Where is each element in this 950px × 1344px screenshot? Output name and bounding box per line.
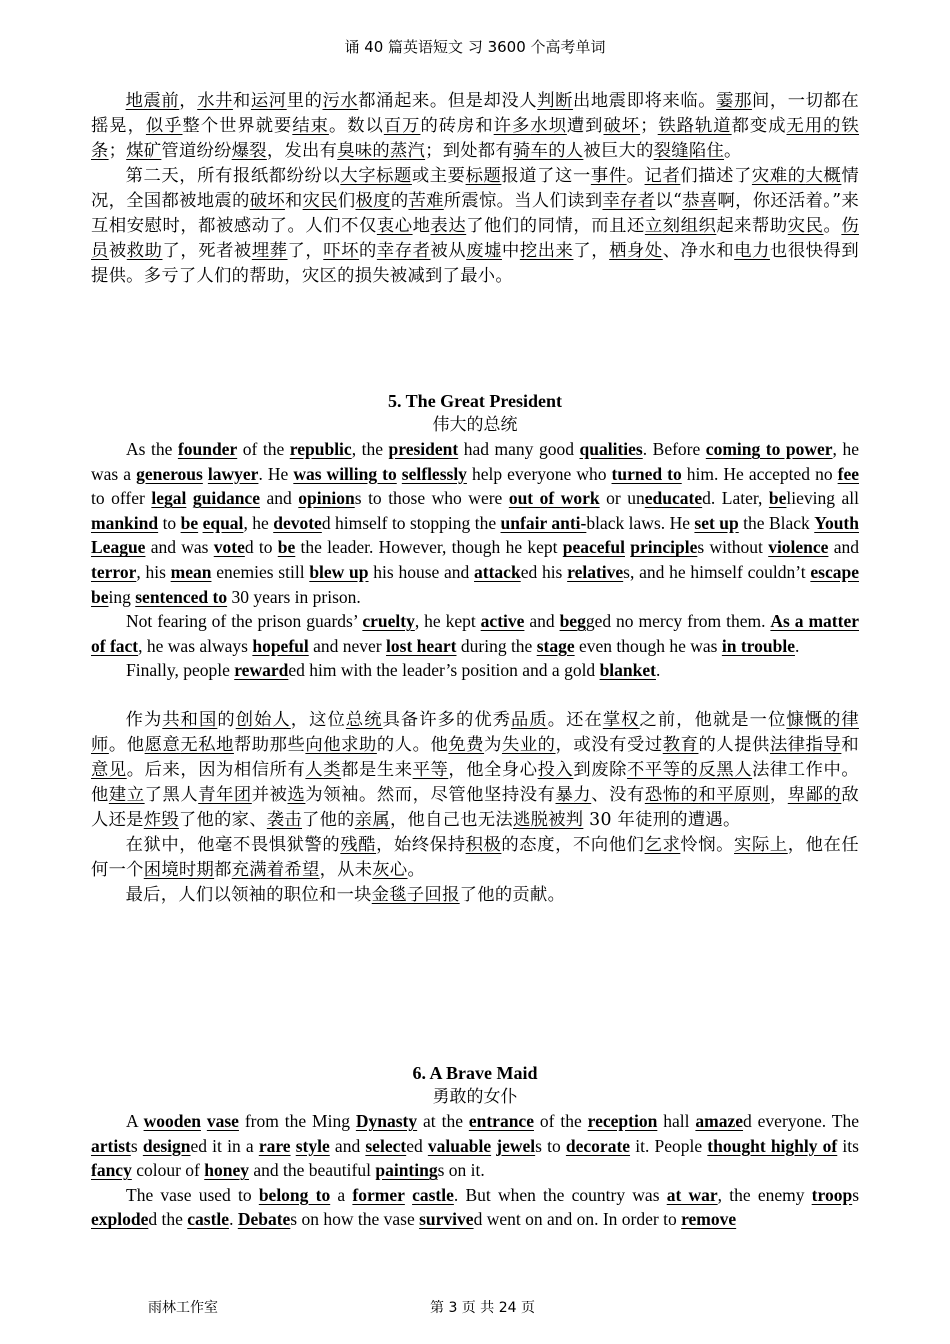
vocab-word: 平等 — [412, 759, 449, 780]
vocab-word: 金毯子 — [371, 884, 425, 905]
vocab-word: 逃脱 — [513, 809, 549, 830]
vocab-word: 立刻 — [644, 216, 681, 236]
vocab-word: 向他求助 — [305, 734, 377, 755]
vocab-word: 极度 — [355, 191, 391, 211]
vocab-word: 救助 — [126, 241, 163, 261]
vocab-word: style — [295, 1135, 330, 1156]
vocab-word: vase — [206, 1111, 239, 1131]
vocab-word: 衷心 — [376, 216, 413, 236]
vocab-word: 灾民 — [787, 216, 824, 236]
section6-english — [91, 1109, 859, 1232]
vocab-word: republic — [289, 439, 352, 459]
vocab-word: 栖身 — [609, 241, 645, 261]
vocab-word: 埋葬 — [251, 241, 288, 261]
vocab-word: 回报 — [424, 884, 460, 905]
vocab-word: 无用的 — [786, 116, 842, 136]
vocab-word: 伤员 — [91, 216, 859, 261]
vocab-word: be — [180, 512, 199, 533]
vocab-word: castle — [412, 1184, 454, 1205]
vocab-word: rare — [258, 1135, 291, 1156]
vocab-word: 表达 — [430, 216, 467, 236]
paragraph: Finally, people rewarded him with the leader’s position and a gold blanket. — [126, 660, 661, 681]
vocab-word: fee — [837, 463, 860, 484]
vocab-word: 裂缝 — [653, 141, 689, 161]
vocab-word: 法律指导 — [769, 734, 842, 755]
vocab-word: blanket — [599, 660, 656, 681]
vocab-word: jewel — [496, 1135, 536, 1156]
vocab-word: 判断 — [537, 91, 574, 111]
vocab-word: selflessly — [401, 463, 467, 484]
vocab-word: founder — [177, 439, 238, 459]
vocab-word: 结束 — [292, 116, 329, 136]
vocab-word: 免费 — [448, 734, 485, 755]
vocab-word: 水坝 — [530, 116, 567, 136]
vocab-word: 地震前 — [125, 91, 180, 111]
vocab-word: at war — [666, 1184, 718, 1205]
section5-translation — [91, 708, 859, 908]
vocab-word: qualities — [579, 439, 643, 459]
vocab-word: 炸毁 — [143, 809, 179, 830]
vocab-word: 袭击 — [266, 809, 303, 830]
vocab-word: 幸存者 — [602, 191, 656, 211]
vocab-word: 爆裂 — [231, 141, 267, 161]
vocab-word: out of work — [508, 488, 600, 509]
vocab-word: 教育 — [662, 734, 699, 755]
vocab-word: 困境时期 — [143, 859, 215, 880]
vocab-word: be — [91, 586, 109, 607]
section-title: 5. The Great President — [388, 391, 562, 411]
vocab-word: 慷慨的律师 — [91, 709, 860, 755]
vocab-word: 铁路轨道 — [657, 116, 732, 136]
vocab-word: unfair anti- — [500, 512, 587, 533]
vocab-word: 愿意 — [144, 734, 181, 755]
section-title: 6. A Brave Maid — [412, 1063, 538, 1083]
vocab-word: 大字标题 — [340, 166, 412, 186]
vocab-word: be — [768, 488, 787, 509]
vocab-word: hopeful — [252, 635, 309, 656]
vocab-word: lawyer — [207, 463, 259, 484]
vocab-word: 破坏 — [603, 116, 641, 136]
paragraph: Not fearing of the prison guards’ cruelty, he kept active and begged no mercy from them. As a matter of fact, he was always hopeful and never lost heart during the stage even though he was in trouble. — [91, 611, 859, 656]
vocab-word: 建立 — [108, 784, 145, 805]
vocab-word: 青年团 — [198, 784, 252, 805]
vocab-word: As a matter of fact — [91, 611, 859, 656]
footer-page-number: 第 3 页 共 24 页 — [430, 1300, 535, 1316]
vocab-word: 充满着希望 — [231, 859, 320, 880]
vocab-word: attack — [474, 561, 521, 582]
vocab-word: 积极 — [465, 834, 502, 855]
section5 — [91, 389, 859, 908]
vocab-word: 意见 — [91, 759, 127, 780]
vocab-word: turned to — [611, 463, 682, 484]
page-header: 诵 40 篇英语短文 习 3600 个高考单词 — [344, 38, 606, 56]
vocab-word: Youth League — [91, 512, 859, 558]
vocab-word: in trouble — [721, 635, 795, 656]
vocab-word: 污水 — [322, 91, 359, 111]
vocab-word: cruelty — [362, 611, 415, 632]
vocab-word: active — [480, 611, 525, 632]
paragraph: The vase used to belong to a former castle. But when the country was at war, the enemy troops exploded the castle. Debates on how the vase survived went on and on. In order to remove — [91, 1184, 859, 1230]
section4-translation — [91, 89, 859, 289]
vocab-word: 记者 — [644, 166, 681, 186]
section-title-zh: 勇敢的女仆 — [432, 1087, 518, 1107]
section-title-zh: 伟大的总统 — [432, 415, 518, 435]
paragraph: As the founder of the republic, the president had many good qualities. Before coming to power, he was a generous lawyer. He was willing to selflessly help everyone who turned to him. He accepted no fee to offer legal guidance and opinions to those who were out of work or uneducated. Later, believing all mankind to be equal, he devoted himself to stopping the unfair anti-black laws. He set up the Black Youth League and was voted to be the leader. However, though he kept peaceful principles without violence and terror, his mean enemies still blew up his house and attacked his relatives, and he himself couldn’t escape being sentenced to 30 years in prison. — [91, 439, 860, 607]
vocab-word: 不平等的 — [627, 759, 699, 780]
vocab-word: 大概 — [805, 166, 842, 186]
vocab-word: 总统 — [345, 709, 383, 730]
vocab-word: 吓坏 — [323, 241, 360, 261]
vocab-word: stage — [536, 635, 575, 656]
vocab-word: survive — [419, 1209, 474, 1230]
vocab-word: 品质 — [511, 709, 548, 730]
vocab-word: beg — [559, 611, 586, 632]
vocab-word: 似乎 — [145, 116, 183, 136]
paragraph: 地震前，水井和运河里的污水都涌起来。但是却没人判断出地震即将来临。霎那间，一切都在摇晃，似乎整个世界就要结束。数以百万的砖房和许多水坝遭到破坏；铁路轨道都变成无用的铁条；煤矿管道纷纷爆裂，发出有臭味的蒸汽；到处都有骑车的人被巨大的裂缝陷住。 — [91, 91, 860, 161]
vocab-word: 水井 — [197, 91, 233, 111]
vocab-word: peaceful — [562, 537, 625, 558]
vocab-word: 恭喜 — [682, 191, 718, 211]
vocab-word: design — [142, 1135, 191, 1156]
vocab-word: 处 — [644, 241, 663, 261]
vocab-word: remove — [681, 1209, 737, 1230]
vocab-word: 创始人 — [235, 709, 291, 730]
vocab-word: valuable — [427, 1135, 492, 1156]
vocab-word: 失业的 — [501, 734, 556, 755]
vocab-word: educate — [644, 488, 703, 509]
vocab-word: 实际上 — [734, 834, 788, 855]
paragraph: A wooden vase from the Ming Dynasty at the entrance of the reception hall amazed everyone. The artists designed it in a rare style and selected valuable jewels to decorate it. People thought highly of its fancy colour of honey and the beautiful paintings on it. — [91, 1111, 859, 1181]
vocab-word: 灾民 — [302, 191, 338, 211]
vocab-word: 百万 — [383, 116, 421, 136]
vocab-word: artist — [91, 1135, 131, 1156]
vocab-word: lost heart — [386, 635, 457, 656]
section6 — [91, 1061, 859, 1232]
vocab-word: president — [388, 439, 459, 459]
vocab-word: 被判 — [548, 809, 584, 830]
vocab-word: 组织 — [680, 216, 717, 236]
paragraph: 最后，人们以领袖的职位和一块金毯子回报了他的贡献。 — [125, 884, 566, 905]
vocab-word: principle — [630, 537, 698, 558]
vocab-word: amaze — [695, 1111, 744, 1131]
vocab-word: reward — [234, 660, 289, 681]
vocab-word: wooden — [143, 1111, 201, 1131]
vocab-word: 幸存者 — [376, 241, 431, 261]
footer-studio: 雨林工作室 — [148, 1300, 218, 1316]
vocab-word: 暴力 — [555, 784, 592, 805]
vocab-word: 人类 — [305, 759, 342, 780]
vocab-word: 投入 — [537, 759, 574, 780]
vocab-word: generous — [136, 463, 203, 484]
vocab-word: 苦难 — [408, 191, 444, 211]
vocab-word: 蒸汽 — [389, 141, 426, 161]
vocab-word: explode — [91, 1209, 149, 1230]
vocab-word: coming to power — [705, 439, 833, 459]
paragraph: 在狱中，他毫不畏惧狱警的残酷，始终保持积极的态度，不向他们乞求怜悯。实际上，他在任何一个困境时期都充满着希望，从未灰心。 — [91, 834, 859, 880]
vocab-word: thought highly of — [707, 1135, 838, 1156]
vocab-word: opinion — [298, 488, 355, 509]
vocab-word: Dynasty — [355, 1111, 418, 1131]
vocab-word: castle — [187, 1209, 230, 1230]
section5-english — [91, 437, 859, 683]
vocab-word: 残酷 — [340, 834, 377, 855]
vocab-word: troop — [811, 1184, 853, 1205]
vocab-word: 掌权 — [602, 709, 640, 730]
vocab-word: 卑鄙的 — [787, 784, 842, 805]
vocab-word: 许多 — [493, 116, 531, 136]
vocab-word: terror — [91, 561, 137, 582]
vocab-word: sentenced to — [135, 586, 228, 607]
vocab-word: be — [277, 537, 296, 558]
vocab-word: 选 — [287, 784, 306, 805]
vocab-word: was willing to — [293, 463, 397, 484]
vocab-word: decorate — [565, 1135, 631, 1156]
vocab-word: 运河 — [250, 91, 287, 111]
vocab-word: 乞求 — [644, 834, 681, 855]
vocab-word: select — [365, 1135, 407, 1156]
vocab-word: equal — [202, 512, 244, 533]
vocab-word: former — [352, 1184, 405, 1205]
vocab-word: 反黑人 — [698, 759, 753, 780]
vocab-word: 臭味的 — [337, 141, 390, 161]
vocab-word: 共和国 — [162, 709, 218, 730]
vocab-word: vote — [213, 537, 245, 558]
vocab-word: belong to — [258, 1184, 331, 1205]
vocab-word: 灾难的 — [751, 166, 806, 186]
vocab-word: 电力 — [734, 241, 770, 261]
vocab-word: 骑车的人 — [513, 141, 584, 161]
vocab-word: 事件 — [590, 166, 627, 186]
vocab-word: entrance — [468, 1111, 534, 1131]
paragraph: 第二天，所有报纸都纷纷以大字标题或主要标题报道了这一事件。记者们描述了灾难的大概情况，全国都被地震的破坏和灾民们极度的苦难所震惊。当人们读到幸存者以“恭喜啊，你还活着。”来互相安慰时，都被感动了。人们不仅衷心地表达了他们的同情，而且还立刻组织起来帮助灾民。伤员被救助了，死者被埋葬了，吓坏的幸存者被从废墟中挖出来了，栖身处、净水和电力也很快得到提供。多亏了人们的帮助，灾区的损失被减到了最小。 — [91, 166, 860, 286]
vocab-word: 陷住 — [688, 141, 725, 161]
vocab-word: mankind — [91, 512, 159, 533]
vocab-word: reception — [587, 1111, 658, 1131]
vocab-word: legal — [151, 488, 187, 509]
vocab-word: 挖出来 — [519, 241, 574, 261]
vocab-word: 标题 — [465, 166, 502, 186]
vocab-word: devote — [273, 512, 322, 533]
vocab-word: 铁条 — [91, 116, 860, 161]
vocab-word: relative — [567, 561, 624, 582]
vocab-word: blew up — [309, 561, 369, 582]
vocab-word: 破坏 — [249, 191, 285, 211]
vocab-word: 恐怖的 — [644, 784, 699, 805]
paragraph: 作为共和国的创始人，这位总统具备许多的优秀品质。还在掌权之前，他就是一位慷慨的律师。他愿意无私地帮助那些向他求助的人。他免费为失业的，或没有受过教育的人提供法律指导和意见。后来，因为相信所有人类都是生来平等，他全身心投入到废除不平等的反黑人法律工作中。他建立了黑人青年团并被选为领袖。然而，尽管他坚持没有暴力、没有恐怖的和平原则，卑鄙的敌人还是炸毁了他的家、袭击了他的亲属，他自己也无法逃脱被判 30 年徒刑的遭遇。 — [91, 709, 860, 830]
vocab-word: Debate — [237, 1209, 291, 1230]
vocab-word: 煤矿 — [126, 141, 162, 161]
vocab-word: violence — [768, 537, 829, 558]
vocab-word: 无私地 — [180, 734, 234, 755]
vocab-word: guidance — [192, 488, 260, 509]
vocab-word: 霎那 — [716, 91, 752, 111]
vocab-word: fancy — [91, 1160, 132, 1181]
vocab-word: mean — [170, 561, 212, 582]
vocab-word: 亲属 — [354, 809, 390, 830]
vocab-word: 灰心 — [372, 859, 408, 880]
vocab-word: honey — [204, 1160, 249, 1181]
vocab-word: 和平原则 — [698, 784, 770, 805]
vocab-word: 废墟 — [466, 241, 502, 261]
vocab-word: painting — [375, 1160, 438, 1181]
vocab-word: set up — [694, 512, 739, 533]
vocab-word: escape — [810, 561, 859, 582]
